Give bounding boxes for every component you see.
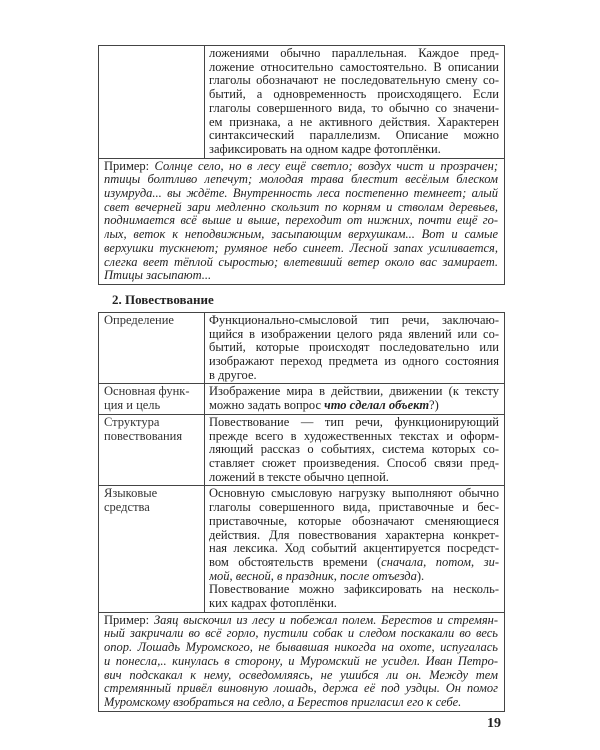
- example-text: свет вечерней зари медленно скользит по корням и стволам деревьев,: [104, 200, 498, 214]
- table-row: [99, 383, 504, 413]
- table-row: [99, 485, 504, 611]
- text-segment: ложениями обычно параллельная. Каждое пред-: [209, 47, 499, 60]
- text-segment: ,: [333, 569, 340, 583]
- label-line: Языковые: [104, 486, 158, 501]
- example-text: птицы болтливо лепечут; молодая трава блестит весёлым блеском: [104, 173, 498, 187]
- text-line: [209, 597, 499, 611]
- row-content: [205, 46, 504, 158]
- emphasis-text: весной: [235, 569, 271, 583]
- text-line: [209, 583, 499, 597]
- text-line: [104, 187, 498, 201]
- text-segment: Основную смысловую нагрузку выполняют обычно: [209, 487, 499, 501]
- example-box: [99, 158, 504, 284]
- text-segment: Повествование — тип речи, функционирующий: [209, 415, 499, 429]
- text-segment: ставляет сюжет произведения. Способ связи пред-: [209, 456, 499, 470]
- text-line: [104, 682, 498, 696]
- label-line: Определение: [104, 312, 174, 327]
- row-content: [205, 415, 504, 486]
- text-line: [209, 328, 499, 342]
- example-text: вич подскакал к нему, осведомляясь, не ушибся ли он. Между тем: [104, 668, 498, 682]
- text-segment: глаголы совершенного вида, то обычно со значени-: [209, 101, 499, 115]
- text-segment: приставочные, которые обозначают сменяющиеся: [209, 514, 499, 528]
- text-line: [104, 228, 498, 242]
- label-line: ция и цель: [104, 398, 161, 413]
- text-line: [209, 416, 499, 430]
- example-prefix: Пример:: [104, 613, 154, 627]
- text-segment: ,: [423, 555, 436, 569]
- text-segment: ная лексика. Ход событий акцентируется посредст-: [209, 542, 499, 556]
- text-line: [104, 614, 498, 628]
- label-line: средства: [104, 500, 150, 515]
- text-segment: глаголы обозначают не последовательную смену со-: [209, 74, 499, 88]
- example-prefix: Пример:: [104, 159, 155, 173]
- text-segment: ем признака, а не активного действия. Характерен: [209, 115, 499, 129]
- table-row: [99, 313, 504, 384]
- text-line: [209, 341, 499, 355]
- text-line: [209, 61, 499, 75]
- row-label: [99, 415, 205, 486]
- text-segment: щийся в изображении целого ряда явлений или со-: [209, 327, 499, 341]
- text-line: [104, 214, 498, 228]
- text-line: [104, 669, 498, 683]
- text-segment: ложение относительно самостоятельно. В описании: [209, 60, 499, 74]
- text-line: [104, 641, 498, 655]
- example-text: стремянный привёл виновную лошадь, держа её под уздцы. Он помог: [104, 682, 498, 696]
- example-text: ный закричали во всё горло, пустили собак и следом поскакали во весь: [104, 627, 498, 641]
- narration-table: [98, 312, 505, 712]
- text-line: [209, 314, 499, 328]
- label-line: Основная функ-: [104, 384, 190, 399]
- row-content: [205, 313, 504, 384]
- text-segment: в другое.: [209, 368, 257, 382]
- text-line: [209, 74, 499, 88]
- example-text: верхушки тускнеют; румяное небо синеет. Лесной запах усиливается,: [104, 241, 498, 255]
- text-segment: ляющий рассказ о событиях, система которых со-: [209, 443, 499, 457]
- text-line: [209, 529, 499, 543]
- text-line: [209, 143, 499, 157]
- text-line: [209, 369, 499, 383]
- text-line: [104, 269, 498, 283]
- text-line: [209, 129, 499, 143]
- row-content: [205, 384, 504, 413]
- emphasis-text: что сделал объект: [324, 399, 430, 413]
- example-text: и понесла,.. кинулась в сторону, и Муромский не усидел. Иван Петро-: [104, 654, 498, 668]
- text-segment: Повествование можно зафиксировать на несколь-: [209, 583, 499, 597]
- text-line: [209, 116, 499, 130]
- text-segment: прежде всего в художественных текстах и оформ-: [209, 429, 499, 443]
- page-number: 19: [487, 715, 501, 731]
- text-line: [209, 399, 499, 413]
- row-label: [99, 313, 205, 384]
- text-segment: ,: [229, 569, 236, 583]
- text-segment: действия. Для повествования характерна конкрет-: [209, 528, 499, 542]
- text-line: [209, 471, 499, 485]
- example-text: изумруда... вы ждёте. Внутренность леса постепенно темнеет; алый: [104, 187, 498, 201]
- label-line: повествования: [104, 428, 183, 443]
- text-line: [209, 430, 499, 444]
- text-segment: изображают переход предмета из одного состояния: [209, 355, 499, 369]
- emphasis-text: потом: [435, 555, 472, 569]
- example-text: Заяц выскочил из лесу и побежал полем. Берестов и стремян-: [153, 613, 498, 627]
- text-segment: глаголы совершенного вида, приставочные и бес-: [209, 501, 499, 515]
- text-segment: бытий, а одновременность происходящего. Если: [209, 88, 499, 102]
- text-line: [209, 355, 499, 369]
- example-text: опор. Лошадь Муромского, не бывавшая никогда на охоте, испугалась: [104, 641, 498, 655]
- example-text: Солнце село, но в лесу ещё светло; воздух чист и прозрачен;: [154, 159, 498, 173]
- text-line: [104, 655, 498, 669]
- text-line: [104, 696, 498, 710]
- text-segment: зафиксировать на одном кадре фотоплёнки.: [209, 142, 441, 156]
- text-segment: ,: [471, 555, 484, 569]
- text-line: [209, 102, 499, 116]
- example-text: лых, веток к неподвижным, засыпающим верхушкам... Вот и самые: [104, 228, 498, 242]
- emphasis-text: после отъезда: [339, 569, 417, 583]
- text-line: [209, 457, 499, 471]
- section-heading: 2. Повествование: [112, 291, 214, 307]
- example-text: поднимается всё выше и выше, переходит от нижних, почти ещё го-: [104, 214, 498, 228]
- text-segment: ,: [270, 569, 278, 583]
- text-segment: бытий, которые происходят последовательно или: [209, 341, 499, 355]
- text-segment: ких кадрах фотоплёнки.: [209, 597, 337, 611]
- page-content: [98, 45, 505, 732]
- text-segment: можно задать вопрос: [209, 399, 325, 413]
- text-line: [104, 242, 498, 256]
- row-content: [205, 486, 504, 611]
- text-line: [209, 570, 499, 584]
- emphasis-text: мой: [209, 569, 230, 583]
- text-segment: ).: [416, 569, 425, 583]
- text-line: [104, 201, 498, 215]
- text-line: [209, 556, 499, 570]
- example-text: Муромскому взобраться на седло, а Берестов пригласил его к себе.: [104, 695, 462, 709]
- emphasis-text: в праздник: [277, 569, 334, 583]
- emphasis-text: сначала: [381, 555, 424, 569]
- text-segment: ложений в тексте обычно цепной.: [209, 470, 389, 484]
- row-label: [99, 384, 205, 413]
- text-segment: вом обстоятельств времени (: [209, 555, 382, 569]
- text-line: [209, 501, 499, 515]
- example-text: Птицы засыпают...: [104, 269, 212, 283]
- text-line: [209, 88, 499, 102]
- text-line: [209, 515, 499, 529]
- text-line: [104, 627, 498, 641]
- text-line: [209, 487, 499, 501]
- emphasis-text: зи-: [483, 555, 499, 569]
- text-line: [209, 542, 499, 556]
- table-row: [99, 414, 504, 486]
- example-box: [99, 612, 504, 711]
- description-table: [98, 45, 505, 285]
- text-segment: Функционально-смысловой тип речи, заключаю-: [209, 313, 499, 327]
- text-line: [104, 160, 498, 174]
- text-segment: ?): [429, 399, 439, 413]
- text-line: [104, 173, 498, 187]
- table-row: [99, 46, 504, 158]
- example-text: слегка веет тёплой сыростью; влетевший ветер около вас замирает.: [104, 255, 498, 269]
- text-line: [104, 256, 498, 270]
- text-segment: Изображение мира в действии, движении (к тексту: [209, 385, 499, 399]
- text-segment: синтаксический параллелизм. Описание можно: [209, 129, 499, 143]
- label-line: Структура: [104, 414, 160, 429]
- text-line: [209, 385, 499, 399]
- row-label: [99, 46, 205, 158]
- text-line: [209, 47, 499, 61]
- text-line: [209, 443, 499, 457]
- row-label: [99, 486, 205, 611]
